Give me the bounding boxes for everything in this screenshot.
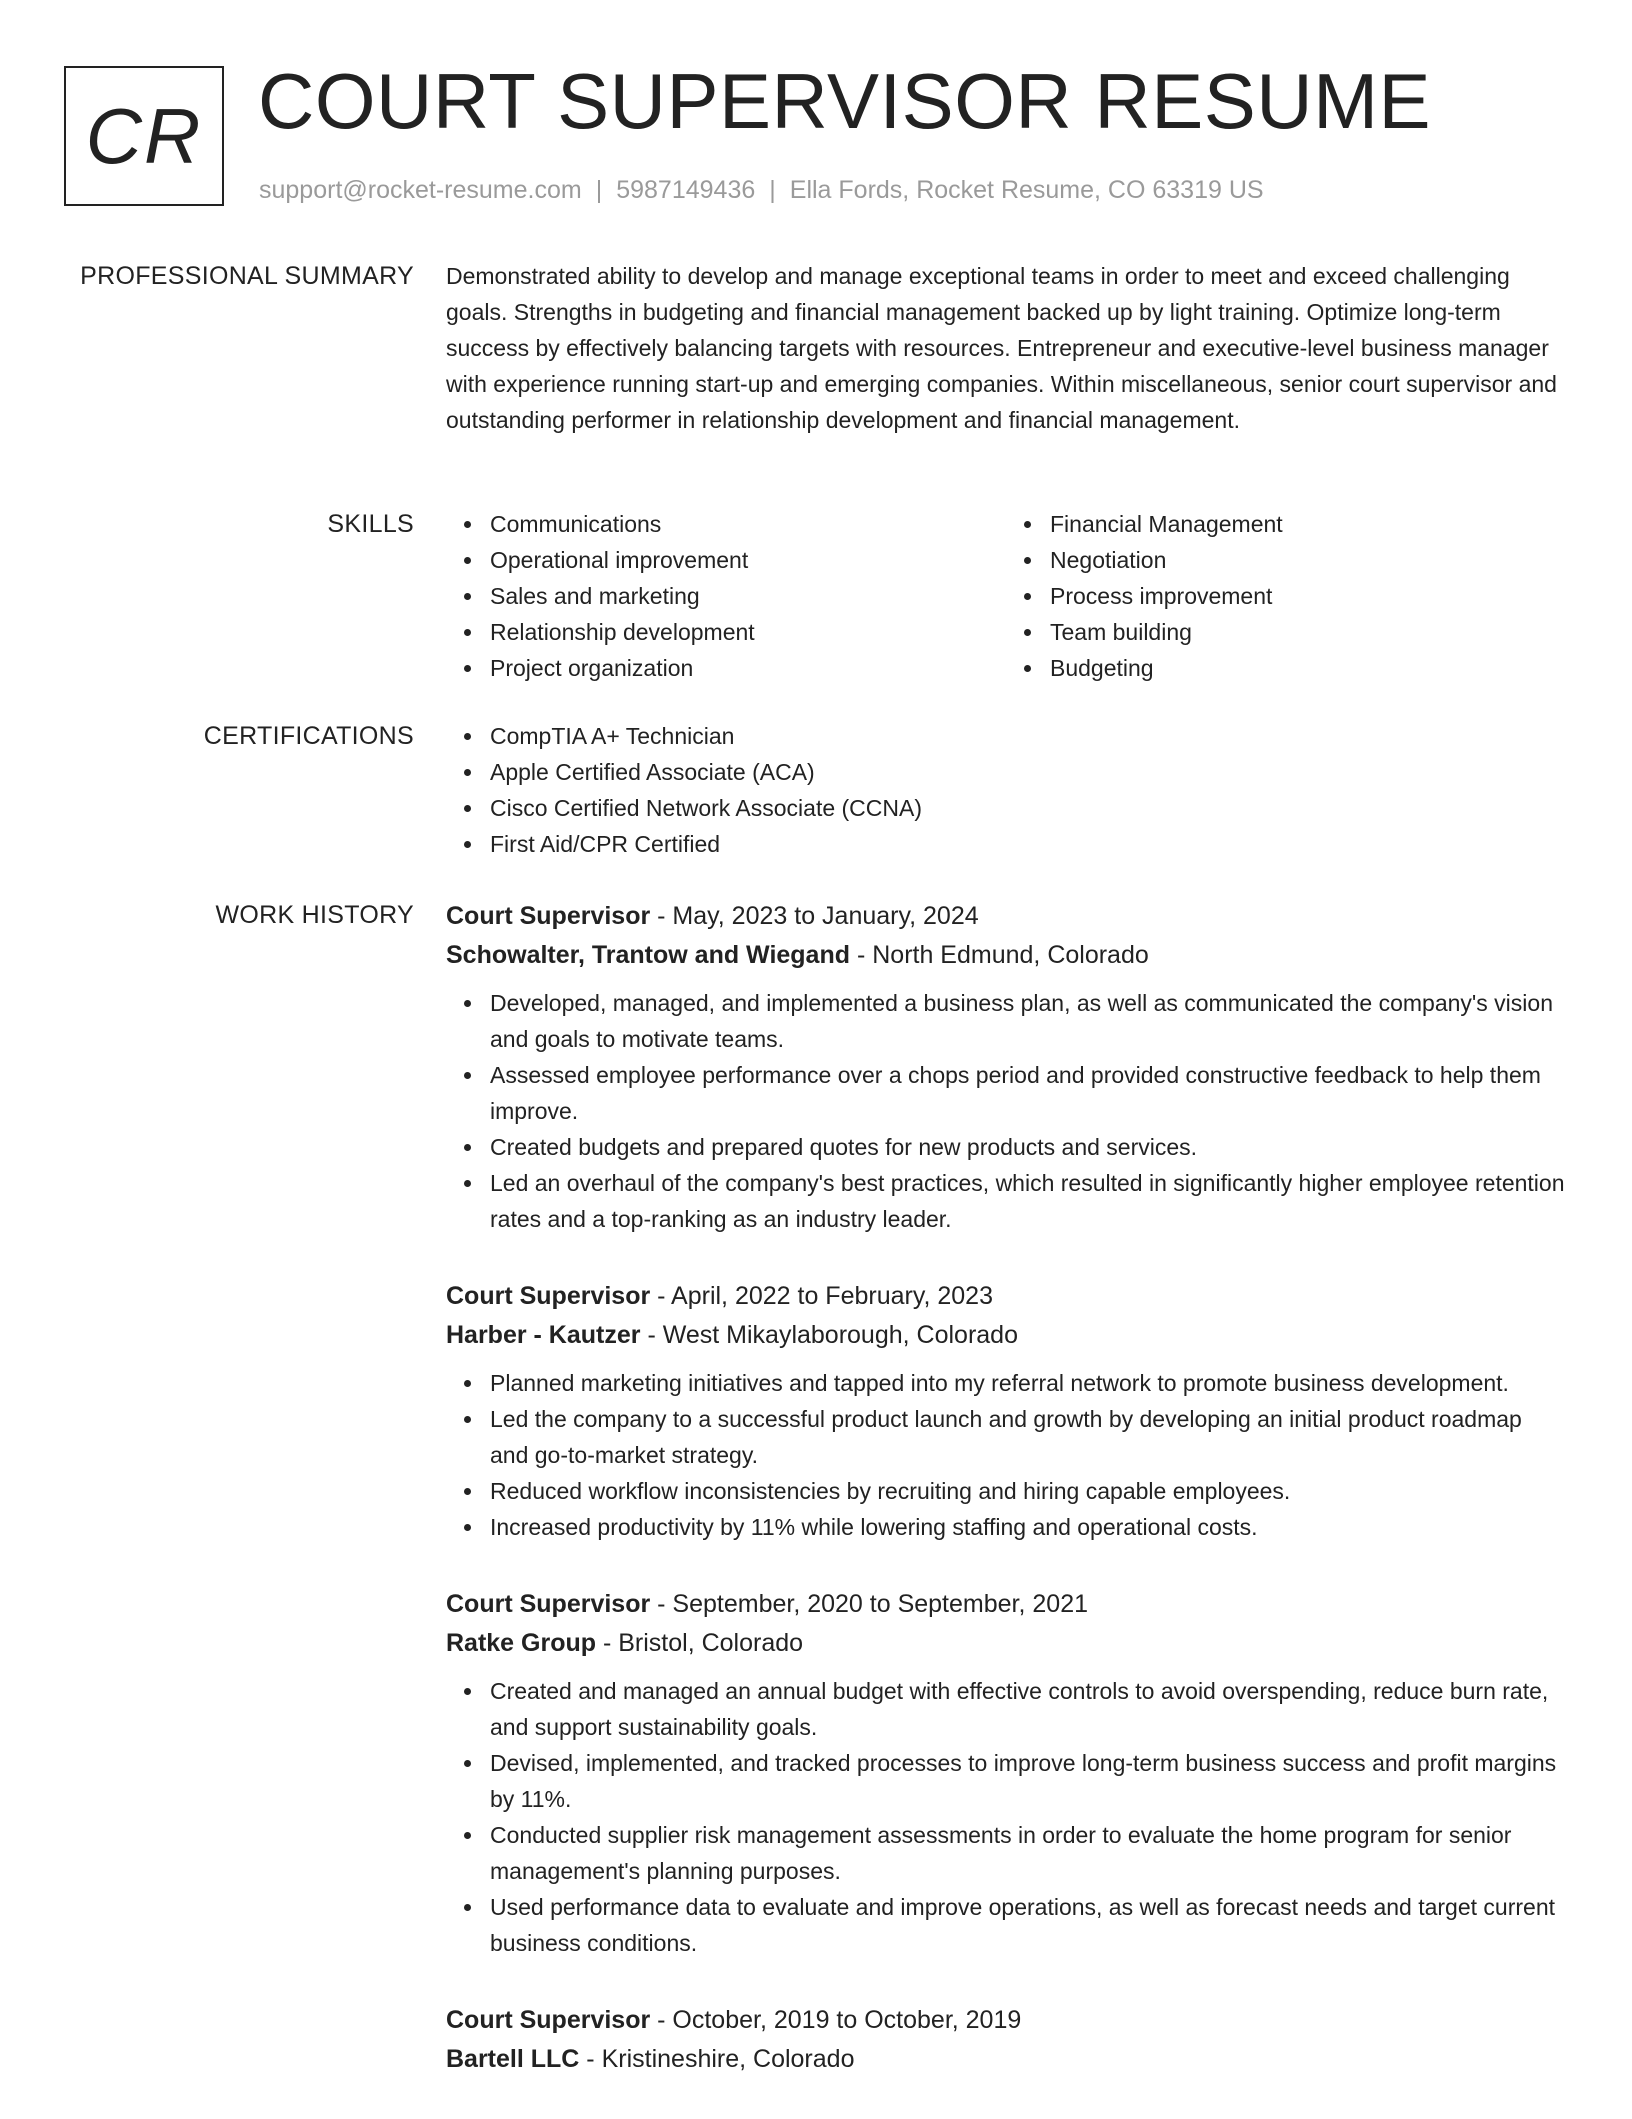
job-dates: - September, 2020 to September, 2021 <box>650 1590 1088 1618</box>
skill-item: Negotiation <box>1050 542 1566 578</box>
job-role-line <box>446 897 1566 936</box>
resume-title: COURT SUPERVISOR RESUME <box>258 57 1432 145</box>
job-entry <box>446 1585 1566 1961</box>
skills-list-left <box>446 506 1006 686</box>
skills-list-right <box>1006 506 1566 686</box>
contact-phone[interactable]: 5987149436 <box>616 176 756 204</box>
contact-line <box>259 174 1264 206</box>
job-duty: Led an overhaul of the company's best practices, which resulted in significantly higher employee retention rates and a top-ranking as an industry leader. <box>490 1165 1566 1237</box>
job-company-line <box>446 2040 1566 2079</box>
job-company: Schowalter, Trantow and Wiegand <box>446 941 851 969</box>
skills-body <box>446 506 1566 686</box>
contact-separator: | <box>769 176 776 204</box>
skill-item: Project organization <box>490 650 1006 686</box>
summary-label: PROFESSIONAL SUMMARY <box>80 262 414 290</box>
job-duty: Devised, implemented, and tracked processes to improve long-term business success and profit margins by 11%. <box>490 1745 1566 1817</box>
summary-text: Demonstrated ability to develop and manage exceptional teams in order to meet and exceed challenging goals. Strengths in budgeting and financial management backed up by light training. Optimize long-term success by effectively balancing targets with resources. Entrepreneur and executive-level business manager with experience running start-up and emerging companies. Within miscellaneous, senior court supervisor and outstanding performer in relationship development and financial management. <box>446 263 1557 433</box>
skill-item: Relationship development <box>490 614 1006 650</box>
job-duty: Created and managed an annual budget with effective controls to avoid overspending, reduce burn rate, and support sustainability goals. <box>490 1673 1566 1745</box>
contact-email[interactable]: support@rocket-resume.com <box>259 176 582 204</box>
contact-address: Ella Fords, Rocket Resume, CO 63319 US <box>789 176 1264 204</box>
monogram-initials: CR <box>85 91 203 180</box>
job-company: Bartell LLC <box>446 2045 580 2073</box>
skill-item: Budgeting <box>1050 650 1566 686</box>
job-duty: Created budgets and prepared quotes for new products and services. <box>490 1129 1566 1165</box>
job-role: Court Supervisor <box>446 1590 651 1618</box>
job-role: Court Supervisor <box>446 1282 651 1310</box>
skill-item: Operational improvement <box>490 542 1006 578</box>
certifications-label: CERTIFICATIONS <box>203 722 414 750</box>
job-role-line <box>446 2001 1566 2040</box>
job-entry <box>446 897 1566 1237</box>
job-role: Court Supervisor <box>446 902 651 930</box>
certification-item: Cisco Certified Network Associate (CCNA) <box>490 790 1566 826</box>
job-dates: - October, 2019 to October, 2019 <box>650 2006 1022 2034</box>
work-history-body <box>446 897 1566 2119</box>
certifications-list <box>446 718 1566 862</box>
skill-item: Sales and marketing <box>490 578 1006 614</box>
skills-label: SKILLS <box>327 510 414 538</box>
job-company-line <box>446 1316 1566 1355</box>
summary-body <box>446 258 1566 438</box>
job-duties-list <box>446 985 1566 1237</box>
certification-item: Apple Certified Associate (ACA) <box>490 754 1566 790</box>
job-role: Court Supervisor <box>446 2006 651 2034</box>
job-role-line <box>446 1277 1566 1316</box>
job-duty: Increased productivity by 11% while lowering staffing and operational costs. <box>490 1509 1566 1545</box>
job-entry <box>446 1277 1566 1545</box>
job-location: - North Edmund, Colorado <box>850 941 1149 969</box>
job-company: Ratke Group <box>446 1629 597 1657</box>
job-entry <box>446 2001 1566 2079</box>
job-company-line <box>446 1624 1566 1663</box>
job-location: - Bristol, Colorado <box>596 1629 804 1657</box>
job-duty: Used performance data to evaluate and improve operations, as well as forecast needs and target current business conditions. <box>490 1889 1566 1961</box>
job-role-line <box>446 1585 1566 1624</box>
job-duty: Assessed employee performance over a chops period and provided constructive feedback to help them improve. <box>490 1057 1566 1129</box>
contact-separator: | <box>595 176 603 204</box>
job-company: Harber - Kautzer <box>446 1321 641 1349</box>
job-duty: Planned marketing initiatives and tapped into my referral network to promote business development. <box>490 1365 1566 1401</box>
job-duty: Conducted supplier risk management assessments in order to evaluate the home program for senior management's planning purposes. <box>490 1817 1566 1889</box>
job-duties-list <box>446 1365 1566 1545</box>
job-duty: Reduced workflow inconsistencies by recruiting and hiring capable employees. <box>490 1473 1566 1509</box>
job-dates: - May, 2023 to January, 2024 <box>650 902 979 930</box>
skill-item: Team building <box>1050 614 1566 650</box>
job-dates: - April, 2022 to February, 2023 <box>650 1282 993 1310</box>
certification-item: First Aid/CPR Certified <box>490 826 1566 862</box>
job-location: - Kristineshire, Colorado <box>579 2045 855 2073</box>
job-company-line <box>446 936 1566 975</box>
skill-item: Communications <box>490 506 1006 542</box>
job-duty: Developed, managed, and implemented a business plan, as well as communicated the company's vision and goals to motivate teams. <box>490 985 1566 1057</box>
certification-item: CompTIA A+ Technician <box>490 718 1566 754</box>
job-duties-list <box>446 1673 1566 1961</box>
certifications-body <box>446 718 1566 862</box>
monogram-badge <box>64 66 224 206</box>
job-location: - West Mikaylaborough, Colorado <box>640 1321 1018 1349</box>
work-history-label: WORK HISTORY <box>215 901 414 929</box>
skill-item: Financial Management <box>1050 506 1566 542</box>
job-duty: Led the company to a successful product launch and growth by developing an initial product roadmap and go-to-market strategy. <box>490 1401 1566 1473</box>
skill-item: Process improvement <box>1050 578 1566 614</box>
